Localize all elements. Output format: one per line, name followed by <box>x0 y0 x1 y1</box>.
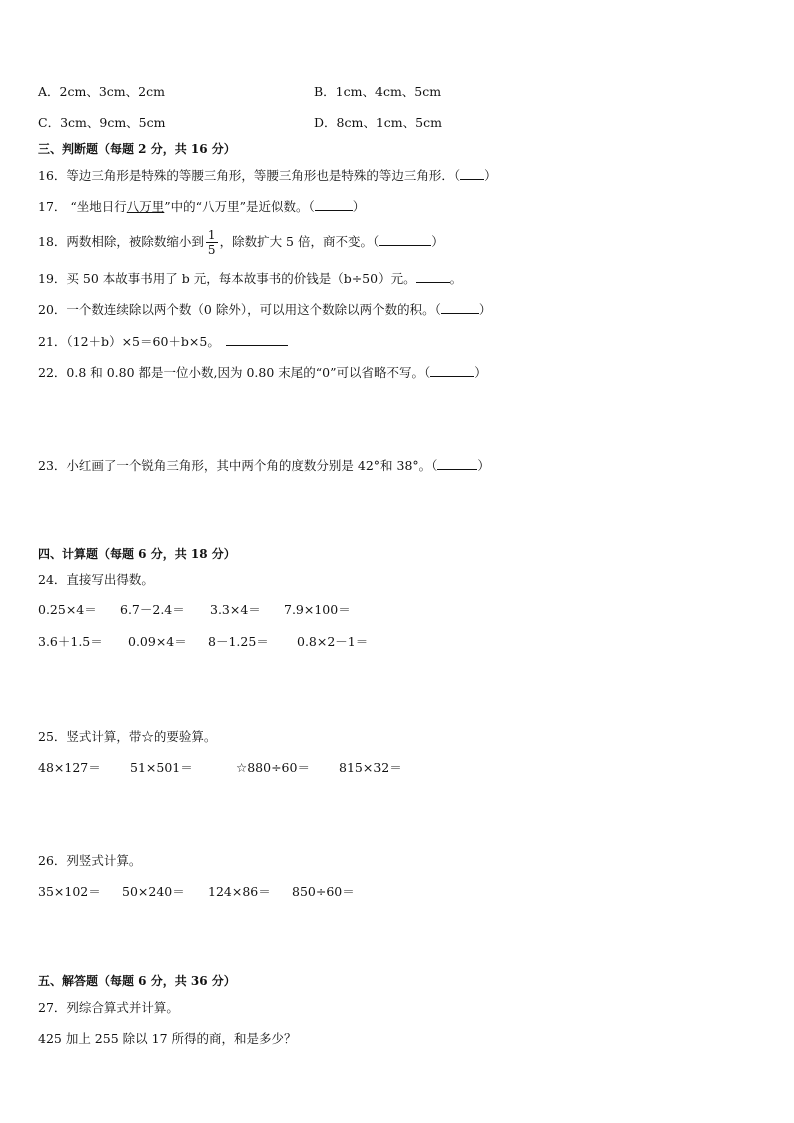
question-24: 24．直接写出得数。 <box>38 572 154 587</box>
section-title-application: 五、解答题（每题 6 分，共 36 分） <box>38 974 236 988</box>
question-20-text: 20．一个数连续除以两个数（0 除外），可以用这个数除以两个数的积。（ <box>38 302 441 317</box>
question-21-text: 21．（12＋b）×5＝60＋b×5。 <box>38 334 220 349</box>
calc-item: 0.09×4＝ <box>128 634 187 649</box>
question-16 <box>38 167 497 185</box>
calc-item: 48×127＝ <box>38 760 101 775</box>
calc-item: 850÷60＝ <box>292 884 355 899</box>
question-27: 27．列综合算式并计算。 <box>38 1000 179 1015</box>
calc-item: 3.3×4＝ <box>210 602 261 617</box>
calc-item: 0.8×2－1＝ <box>297 634 369 649</box>
question-17-underlined: 八万里 <box>126 199 165 214</box>
question-17-pre: 17． “坐地日行 <box>38 199 127 214</box>
option-c: C．3cm、9cm、5cm <box>38 115 166 130</box>
question-22-text: 22．0.8 和 0.80 都是一位小数,因为 0.80 末尾的“0”可以省略不写。（ <box>38 365 431 380</box>
calc-item: 815×32＝ <box>339 760 402 775</box>
question-23-text: 23．小红画了一个锐角三角形，其中两个角的度数分别是 42°和 38°。（ <box>38 458 438 473</box>
question-16-close: ） <box>484 168 497 183</box>
question-19-end: 。 <box>449 271 463 286</box>
question-25: 25．竖式计算，带☆的要验算。 <box>38 729 217 744</box>
answer-blank-18[interactable] <box>379 233 431 246</box>
fraction-one-fifth <box>206 228 218 257</box>
calc-item: 35×102＝ <box>38 884 101 899</box>
calc-item: 8－1.25＝ <box>208 634 269 649</box>
question-21 <box>38 333 288 351</box>
calc-item: ☆880÷60＝ <box>236 760 310 775</box>
question-17 <box>38 198 365 216</box>
calc-item: 3.6＋1.5＝ <box>38 634 103 649</box>
question-18 <box>38 224 444 260</box>
question-18-post: ，除数扩大 5 倍，商不变。（ <box>219 234 380 249</box>
option-d: D．8cm、1cm、5cm <box>314 115 442 130</box>
calc-item: 50×240＝ <box>122 884 185 899</box>
question-18-close: ） <box>431 234 444 249</box>
answer-blank-19[interactable] <box>416 270 450 283</box>
question-17-post: ”中的“八万里”是近似数。（ <box>164 199 315 214</box>
answer-blank-16[interactable] <box>460 167 484 180</box>
answer-blank-22[interactable] <box>430 364 474 377</box>
answer-blank-21[interactable] <box>226 333 288 346</box>
calc-item: 124×86＝ <box>208 884 271 899</box>
section-title-judgement: 三、判断题（每题 2 分，共 16 分） <box>38 142 236 156</box>
answer-blank-23[interactable] <box>437 457 477 470</box>
option-b: B．1cm、4cm、5cm <box>314 84 442 99</box>
question-16-text: 16．等边三角形是特殊的等腰三角形，等腰三角形也是特殊的等边三角形．（ <box>38 168 461 183</box>
question-23-close: ） <box>477 458 490 473</box>
question-19 <box>38 270 462 288</box>
calc-item: 7.9×100＝ <box>284 602 351 617</box>
calc-item: 0.25×4＝ <box>38 602 97 617</box>
calc-item: 6.7－2.4＝ <box>120 602 185 617</box>
question-17-close: ） <box>352 199 366 214</box>
fraction-numerator: 1 <box>207 228 216 242</box>
question-27-sub: 425 加上 255 除以 17 所得的商，和是多少？ <box>38 1031 297 1046</box>
answer-blank-20[interactable] <box>441 301 479 314</box>
question-26: 26．列竖式计算。 <box>38 853 142 868</box>
answer-blank-17[interactable] <box>315 198 353 211</box>
question-20-close: ） <box>478 302 492 317</box>
question-19-text: 19．买 50 本故事书用了 b 元，每本故事书的价钱是（b÷50）元。 <box>38 271 416 286</box>
question-22-close: ） <box>474 365 487 380</box>
question-18-pre: 18．两数相除，被除数缩小到 <box>38 234 204 249</box>
question-22 <box>38 364 487 382</box>
calc-item: 51×501＝ <box>130 760 193 775</box>
option-a: A．2cm、3cm、2cm <box>38 84 165 99</box>
question-23 <box>38 457 490 475</box>
question-20 <box>38 301 491 319</box>
fraction-denominator: 5 <box>207 243 216 257</box>
section-title-calculation: 四、计算题（每题 6 分，共 18 分） <box>38 547 236 561</box>
